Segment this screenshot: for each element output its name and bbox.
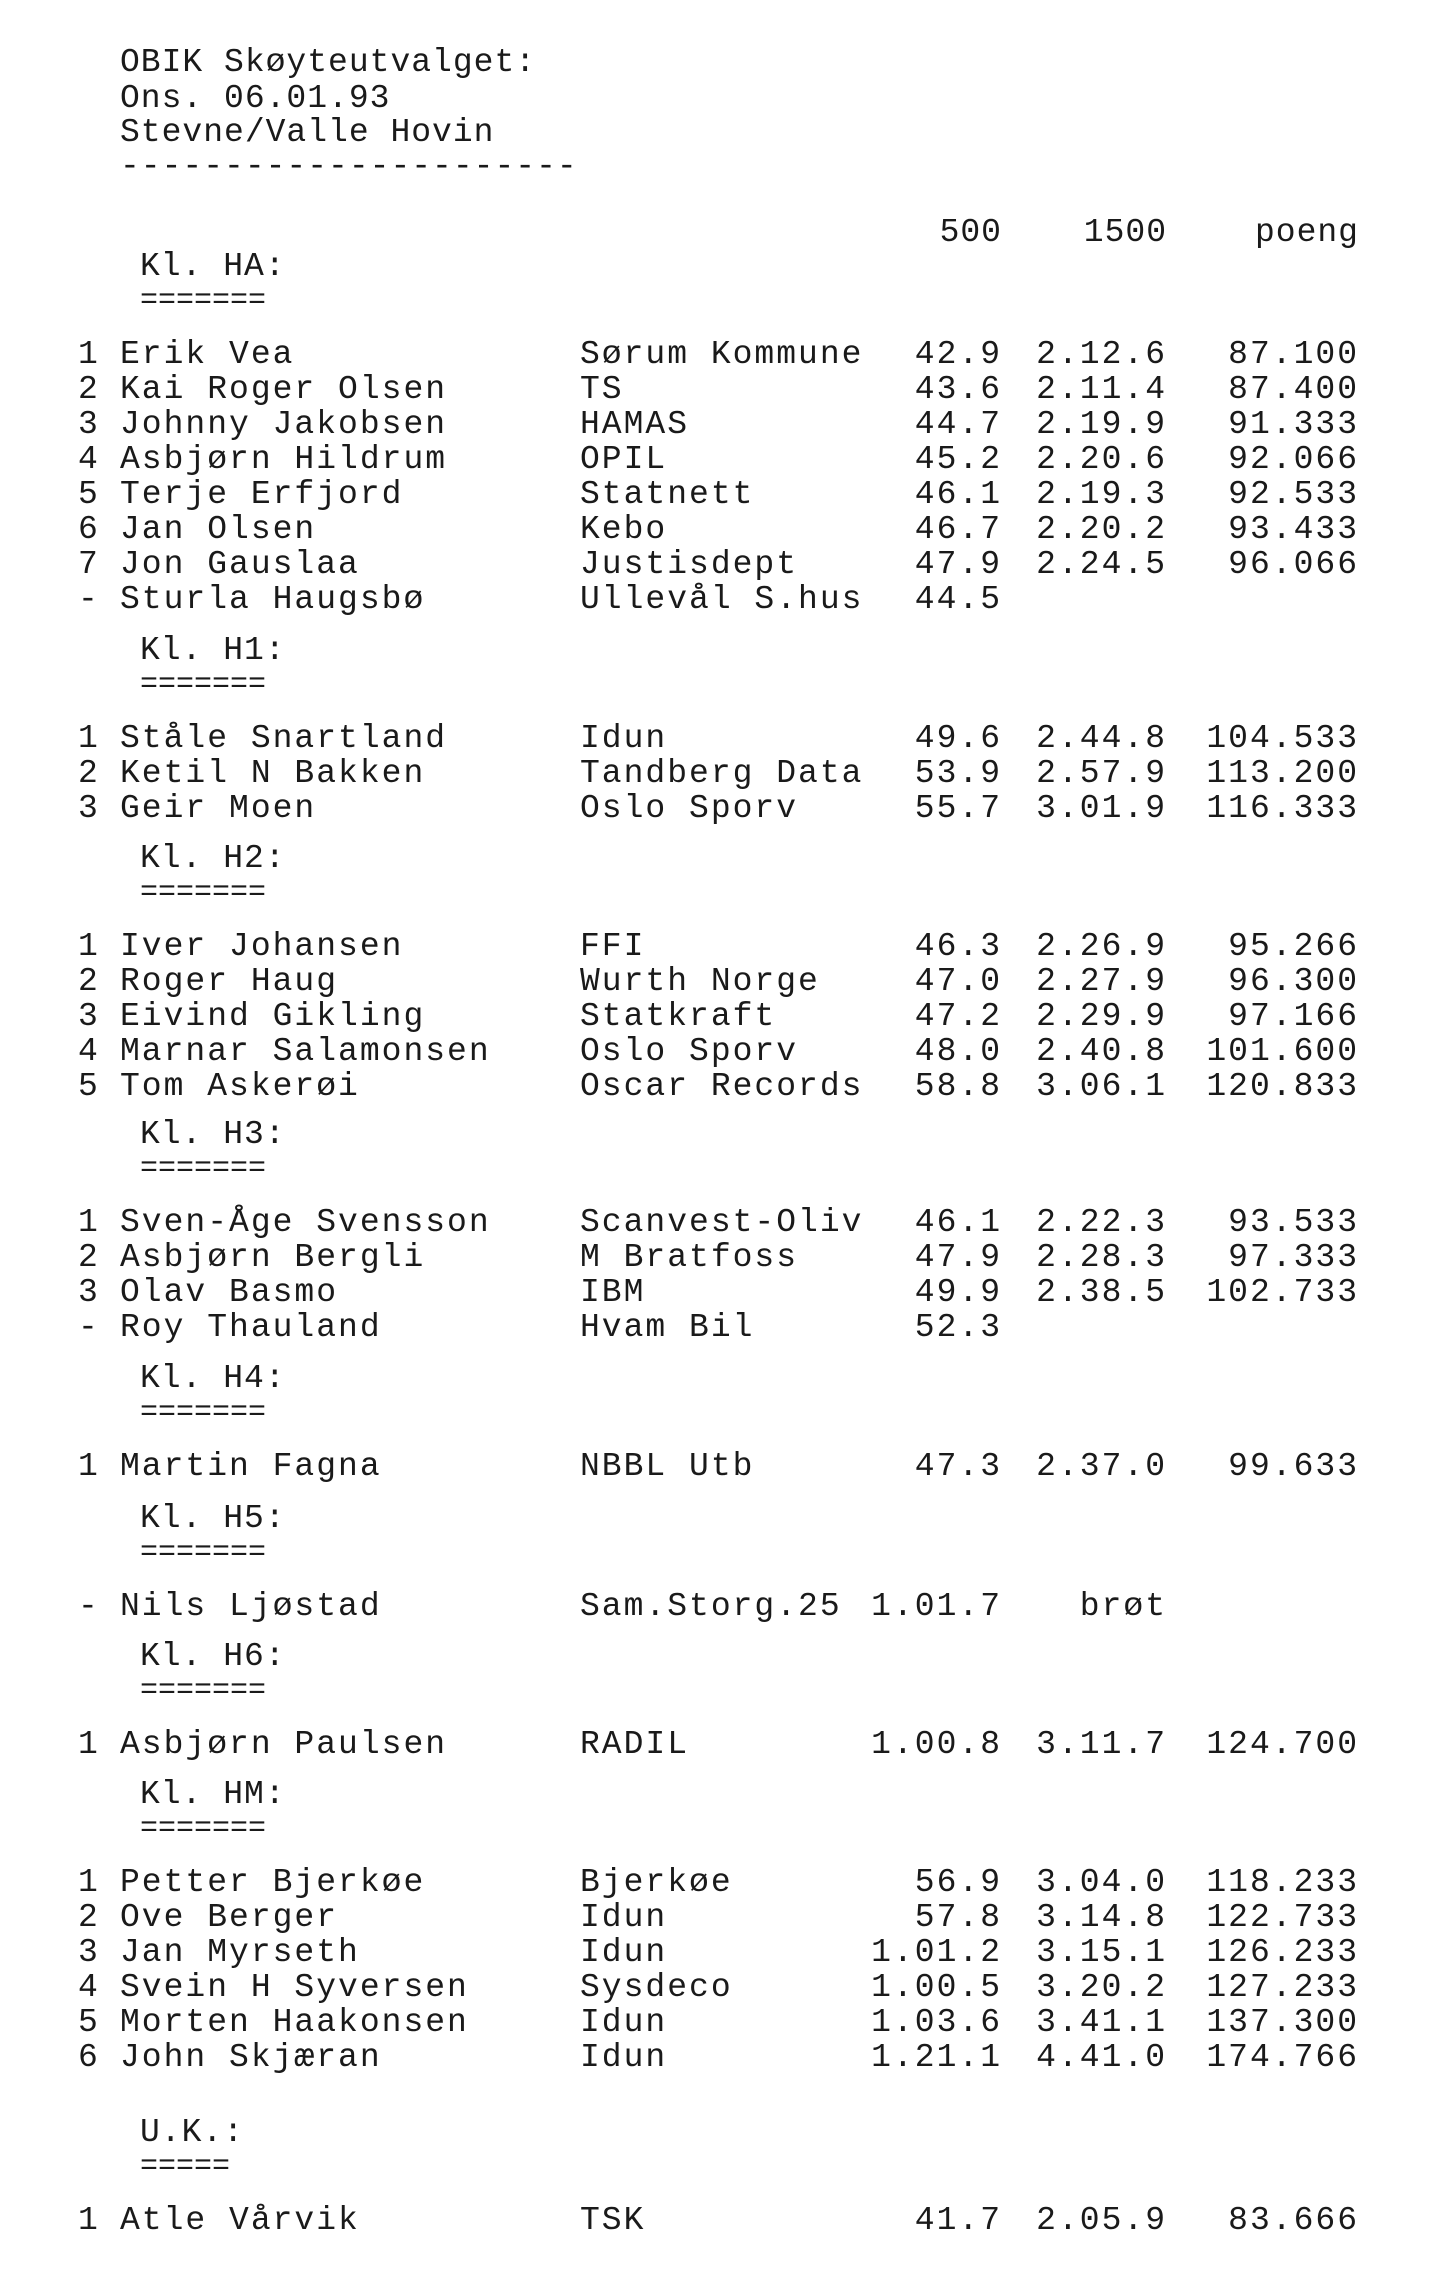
rank-cell: 1 (78, 720, 100, 757)
result-row (0, 2041, 1442, 2075)
time-1500: 2.05.9 (1036, 2202, 1167, 2239)
time-1500: 2.24.5 (1036, 546, 1167, 583)
time-500: 52.3 (914, 1309, 1002, 1346)
time-500: 57.8 (914, 1899, 1002, 1936)
result-row (0, 583, 1442, 617)
skater-name: Jon Gauslaa (120, 546, 360, 583)
rank-cell: 1 (78, 1726, 100, 1763)
skater-name: John Skjæran (120, 2039, 382, 2076)
time-500: 58.8 (914, 1068, 1002, 1105)
section-title: Kl. H4: (140, 1360, 286, 1397)
rank-cell: 3 (78, 406, 100, 443)
points: 113.200 (1206, 755, 1359, 792)
points: 101.600 (1206, 1033, 1359, 1070)
time-1500: 3.04.0 (1036, 1864, 1167, 1901)
club-name: FFI (580, 928, 646, 965)
time-1500: 2.38.5 (1036, 1274, 1167, 1311)
points: 127.233 (1206, 1969, 1359, 2006)
time-1500: 3.14.8 (1036, 1899, 1167, 1936)
skater-name: Roy Thauland (120, 1309, 382, 1346)
time-500: 1.01.2 (871, 1934, 1002, 1971)
rank-cell: 1 (78, 2202, 100, 2239)
section-rule: ======= (140, 1536, 267, 1570)
skater-name: Terje Erfjord (120, 476, 404, 513)
result-row (0, 1206, 1442, 1240)
rank-cell: 4 (78, 1969, 100, 2006)
rank-cell: 3 (78, 998, 100, 1035)
time-500: 56.9 (914, 1864, 1002, 1901)
time-1500: 3.20.2 (1036, 1969, 1167, 2006)
result-row (0, 1590, 1442, 1624)
time-500: 1.21.1 (871, 2039, 1002, 2076)
result-row (0, 1035, 1442, 1069)
points: 102.733 (1206, 1274, 1359, 1311)
points: 93.433 (1228, 511, 1359, 548)
time-500: 44.7 (914, 406, 1002, 443)
skater-name: Asbjørn Paulsen (120, 1726, 448, 1763)
points: 174.766 (1206, 2039, 1359, 2076)
time-500: 45.2 (914, 441, 1002, 478)
club-name: Sysdeco (580, 1969, 733, 2006)
club-name: Oslo Sporv (580, 790, 799, 827)
rank-cell: 2 (78, 755, 100, 792)
club-name: Oslo Sporv (580, 1033, 799, 1070)
result-row (0, 2006, 1442, 2040)
rank-cell: 2 (78, 1239, 100, 1276)
skater-name: Johnny Jakobsen (120, 406, 448, 443)
time-500: 49.6 (914, 720, 1002, 757)
result-row (0, 722, 1442, 756)
club-name: Scanvest-Oliv (580, 1204, 864, 1241)
section-title: Kl. H3: (140, 1116, 286, 1153)
time-1500: 2.12.6 (1036, 336, 1167, 373)
points: 93.533 (1228, 1204, 1359, 1241)
time-500: 46.7 (914, 511, 1002, 548)
club-name: Idun (580, 1899, 668, 1936)
skater-name: Roger Haug (120, 963, 339, 1000)
skater-name: Sturla Haugsbø (120, 581, 426, 618)
time-1500: 2.40.8 (1036, 1033, 1167, 1070)
club-name: Kebo (580, 511, 668, 548)
club-name: IBM (580, 1274, 646, 1311)
points: 92.533 (1228, 476, 1359, 513)
section-rule: ======= (140, 1152, 267, 1186)
section-rule: ======= (140, 1396, 267, 1430)
points: 87.400 (1228, 371, 1359, 408)
points: 97.166 (1228, 998, 1359, 1035)
time-1500: 2.27.9 (1036, 963, 1167, 1000)
time-1500: 2.37.0 (1036, 1448, 1167, 1485)
skater-name: Jan Olsen (120, 511, 317, 548)
skater-name: Kai Roger Olsen (120, 371, 448, 408)
skater-name: Svein H Syversen (120, 1969, 469, 2006)
skater-name: Olav Basmo (120, 1274, 339, 1311)
club-name: Idun (580, 2039, 668, 2076)
rank-cell: 1 (78, 1204, 100, 1241)
result-row (0, 1866, 1442, 1900)
points: 116.333 (1206, 790, 1359, 827)
result-row (0, 443, 1442, 477)
time-1500: brøt (1079, 1588, 1167, 1625)
rank-cell: 6 (78, 511, 100, 548)
section-rule: ======= (140, 876, 267, 910)
result-row (0, 548, 1442, 582)
skater-name: Morten Haakonsen (120, 2004, 469, 2041)
time-1500: 2.19.9 (1036, 406, 1167, 443)
time-1500: 2.20.6 (1036, 441, 1167, 478)
club-name: M Bratfoss (580, 1239, 799, 1276)
time-500: 53.9 (914, 755, 1002, 792)
club-name: OPIL (580, 441, 668, 478)
result-row (0, 1070, 1442, 1104)
points: 126.233 (1206, 1934, 1359, 1971)
skater-name: Sven-Åge Svensson (120, 1204, 491, 1241)
rank-cell: 3 (78, 1274, 100, 1311)
rank-cell: 6 (78, 2039, 100, 2076)
time-500: 47.9 (914, 546, 1002, 583)
time-500: 55.7 (914, 790, 1002, 827)
points: 87.100 (1228, 336, 1359, 373)
skater-name: Ove Berger (120, 1899, 339, 1936)
club-name: NBBL Utb (580, 1448, 755, 1485)
club-name: Hvam Bil (580, 1309, 755, 1346)
time-500: 1.03.6 (871, 2004, 1002, 2041)
rank-cell: 3 (78, 1934, 100, 1971)
section-title: Kl. HM: (140, 1776, 286, 1813)
rank-cell: 5 (78, 2004, 100, 2041)
time-500: 47.3 (914, 1448, 1002, 1485)
time-500: 44.5 (914, 581, 1002, 618)
result-row (0, 1901, 1442, 1935)
section-title: Kl. H5: (140, 1500, 286, 1537)
column-header-poeng: poeng (1254, 214, 1359, 251)
points: 97.333 (1228, 1239, 1359, 1276)
time-1500: 3.11.7 (1036, 1726, 1167, 1763)
time-1500: 4.41.0 (1036, 2039, 1167, 2076)
time-1500: 2.26.9 (1036, 928, 1167, 965)
rank-cell: 4 (78, 441, 100, 478)
points: 124.700 (1206, 1726, 1359, 1763)
header-date: Ons. 06.01.93 (120, 80, 391, 117)
result-row (0, 1000, 1442, 1034)
skater-name: Iver Johansen (120, 928, 404, 965)
club-name: Idun (580, 1934, 668, 1971)
time-1500: 3.41.1 (1036, 2004, 1167, 2041)
header-venue: Stevne/Valle Hovin (120, 114, 495, 151)
time-1500: 2.11.4 (1036, 371, 1167, 408)
time-500: 42.9 (914, 336, 1002, 373)
header-rule: ---------------------- (120, 148, 578, 185)
result-row (0, 930, 1442, 964)
result-row (0, 1311, 1442, 1345)
result-row (0, 2204, 1442, 2238)
result-row (0, 373, 1442, 407)
result-row (0, 1971, 1442, 2005)
skater-name: Ketil N Bakken (120, 755, 426, 792)
result-row (0, 338, 1442, 372)
skater-name: Martin Fagna (120, 1448, 382, 1485)
club-name: Oscar Records (580, 1068, 864, 1105)
time-500: 47.9 (914, 1239, 1002, 1276)
time-1500: 3.01.9 (1036, 790, 1167, 827)
skater-name: Marnar Salamonsen (120, 1033, 491, 1070)
club-name: Ullevål S.hus (580, 581, 864, 618)
rank-cell: 1 (78, 1448, 100, 1485)
club-name: HAMAS (580, 406, 690, 443)
section-title: Kl. H6: (140, 1638, 286, 1675)
result-row (0, 757, 1442, 791)
club-name: TS (580, 371, 624, 408)
time-500: 46.3 (914, 928, 1002, 965)
points: 118.233 (1206, 1864, 1359, 1901)
time-500: 1.01.7 (871, 1588, 1002, 1625)
result-row (0, 478, 1442, 512)
rank-cell: 5 (78, 476, 100, 513)
points: 91.333 (1228, 406, 1359, 443)
skater-name: Petter Bjerkøe (120, 1864, 426, 1901)
skater-name: Geir Moen (120, 790, 317, 827)
section-title: U.K.: (140, 2114, 245, 2151)
skater-name: Ståle Snartland (120, 720, 448, 757)
rank-cell: - (78, 1588, 100, 1625)
section-title: Kl. HA: (140, 248, 286, 285)
club-name: Sam.Storg.25 (580, 1588, 842, 1625)
time-1500: 2.19.3 (1036, 476, 1167, 513)
points: 95.266 (1228, 928, 1359, 965)
time-500: 47.2 (914, 998, 1002, 1035)
skater-name: Erik Vea (120, 336, 295, 373)
section-rule: ======= (140, 1674, 267, 1708)
section-rule: ======= (140, 284, 267, 318)
time-500: 46.1 (914, 476, 1002, 513)
section-title: Kl. H1: (140, 632, 286, 669)
points: 99.633 (1228, 1448, 1359, 1485)
result-row (0, 1936, 1442, 1970)
skater-name: Nils Ljøstad (120, 1588, 382, 1625)
skater-name: Tom Askerøi (120, 1068, 360, 1105)
time-500: 1.00.8 (871, 1726, 1002, 1763)
time-500: 49.9 (914, 1274, 1002, 1311)
points: 96.066 (1228, 546, 1359, 583)
club-name: Bjerkøe (580, 1864, 733, 1901)
time-500: 47.0 (914, 963, 1002, 1000)
skater-name: Asbjørn Hildrum (120, 441, 448, 478)
result-row (0, 1241, 1442, 1275)
points: 96.300 (1228, 963, 1359, 1000)
rank-cell: 7 (78, 546, 100, 583)
time-500: 43.6 (914, 371, 1002, 408)
club-name: Statnett (580, 476, 755, 513)
club-name: RADIL (580, 1726, 690, 1763)
result-row (0, 792, 1442, 826)
result-row (0, 1728, 1442, 1762)
time-1500: 2.22.3 (1036, 1204, 1167, 1241)
points: 104.533 (1206, 720, 1359, 757)
club-name: Wurth Norge (580, 963, 820, 1000)
time-500: 41.7 (914, 2202, 1002, 2239)
rank-cell: - (78, 1309, 100, 1346)
column-header-500: 500 (939, 214, 1002, 251)
time-1500: 2.29.9 (1036, 998, 1167, 1035)
rank-cell: 4 (78, 1033, 100, 1070)
rank-cell: 1 (78, 1864, 100, 1901)
rank-cell: 2 (78, 963, 100, 1000)
time-1500: 2.57.9 (1036, 755, 1167, 792)
result-row (0, 513, 1442, 547)
rank-cell: 2 (78, 371, 100, 408)
header-title: OBIK Skøyteutvalget: (120, 44, 537, 81)
result-row (0, 408, 1442, 442)
section-title: Kl. H2: (140, 840, 286, 877)
time-1500: 2.44.8 (1036, 720, 1167, 757)
club-name: Tandberg Data (580, 755, 864, 792)
section-rule: ======= (140, 1812, 267, 1846)
club-name: Idun (580, 2004, 668, 2041)
club-name: TSK (580, 2202, 646, 2239)
time-500: 48.0 (914, 1033, 1002, 1070)
skater-name: Jan Myrseth (120, 1934, 360, 1971)
club-name: Statkraft (580, 998, 777, 1035)
rank-cell: 5 (78, 1068, 100, 1105)
points: 120.833 (1206, 1068, 1359, 1105)
skater-name: Asbjørn Bergli (120, 1239, 426, 1276)
rank-cell: 1 (78, 928, 100, 965)
time-1500: 3.06.1 (1036, 1068, 1167, 1105)
result-row (0, 1276, 1442, 1310)
points: 92.066 (1228, 441, 1359, 478)
club-name: Idun (580, 720, 668, 757)
section-rule: ======= (140, 668, 267, 702)
rank-cell: 3 (78, 790, 100, 827)
result-row (0, 1450, 1442, 1484)
result-row (0, 965, 1442, 999)
rank-cell: 2 (78, 1899, 100, 1936)
skater-name: Eivind Gikling (120, 998, 426, 1035)
club-name: Justisdept (580, 546, 799, 583)
points: 83.666 (1228, 2202, 1359, 2239)
column-header-1500: 1500 (1083, 214, 1167, 251)
rank-cell: 1 (78, 336, 100, 373)
time-500: 46.1 (914, 1204, 1002, 1241)
time-1500: 2.20.2 (1036, 511, 1167, 548)
skater-name: Atle Vårvik (120, 2202, 360, 2239)
club-name: Sørum Kommune (580, 336, 864, 373)
section-rule: ===== (140, 2150, 231, 2184)
time-1500: 3.15.1 (1036, 1934, 1167, 1971)
time-1500: 2.28.3 (1036, 1239, 1167, 1276)
time-500: 1.00.5 (871, 1969, 1002, 2006)
points: 122.733 (1206, 1899, 1359, 1936)
rank-cell: - (78, 581, 100, 618)
points: 137.300 (1206, 2004, 1359, 2041)
